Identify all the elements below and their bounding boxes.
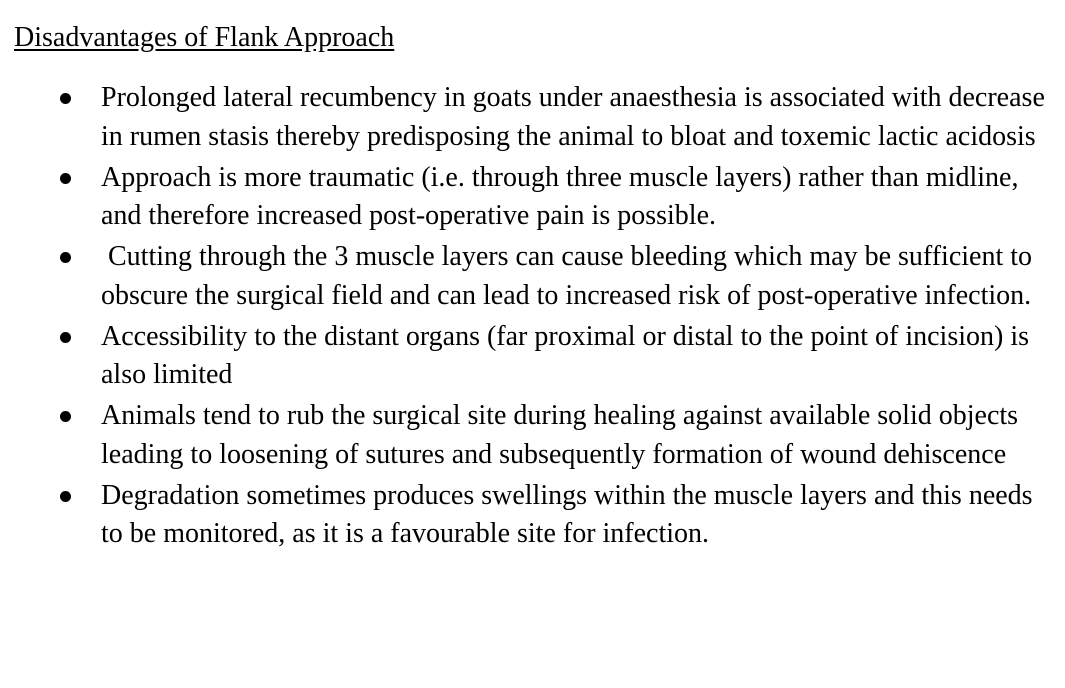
bullet-icon	[60, 252, 71, 263]
list-item-text: Accessibility to the distant organs (far proximal or distal to the point of incision) is also limited	[101, 320, 1036, 390]
list-item-text: Cutting through the 3 muscle layers can cause bleeding which may be sufficient to obscure the surgical field and can lead to increased risk of post-operative infection.	[101, 241, 1040, 311]
bullet-icon	[60, 411, 71, 422]
bullet-icon	[60, 93, 71, 104]
bullet-icon	[60, 332, 71, 343]
disadvantages-list	[60, 79, 1060, 556]
list-item	[60, 397, 1060, 474]
list-item	[60, 477, 1060, 554]
bullet-icon	[60, 173, 71, 184]
bullet-icon	[60, 491, 71, 502]
list-item	[60, 159, 1060, 236]
list-item-text: Approach is more traumatic (i.e. through three muscle layers) rather than midline, and therefore increased post-operative pain is possible.	[101, 161, 1026, 231]
list-item	[60, 79, 1060, 156]
section-heading: Disadvantages of Flank Approach	[14, 22, 395, 53]
list-item	[60, 238, 1060, 315]
list-item-text: Degradation sometimes produces swellings within the muscle layers and this needs to be monitored, as it is a favourable site for infection.	[101, 479, 1040, 549]
list-item	[60, 318, 1060, 395]
list-item-text: Prolonged lateral recumbency in goats under anaesthesia is associated with decrease in rumen stasis thereby predisposing the animal to bloat and toxemic lactic acidosis	[101, 82, 1052, 152]
list-item-text: Animals tend to rub the surgical site during healing against available solid objects leading to loosening of sutures and subsequently formation of wound dehiscence	[101, 400, 1026, 470]
